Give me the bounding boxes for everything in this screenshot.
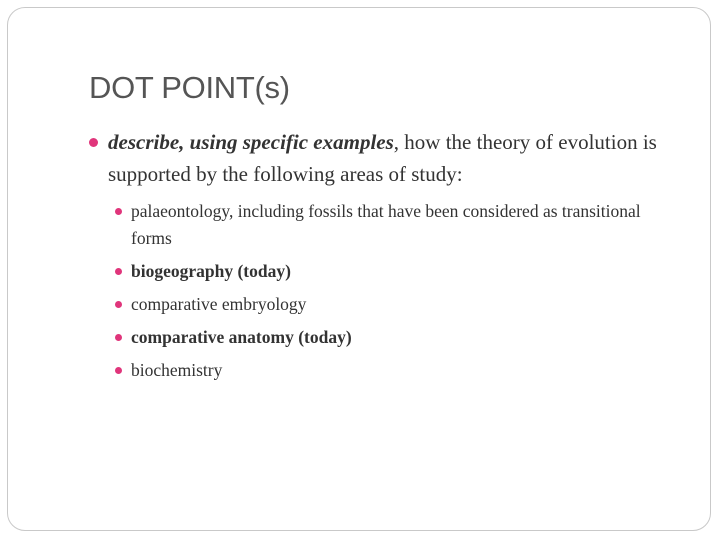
sub-point-label: comparative embryology — [131, 294, 307, 314]
bullet-list-level-2 — [108, 198, 673, 384]
bullet-dot-icon — [115, 301, 122, 308]
main-point — [88, 126, 673, 384]
bullet-list-level-1 — [88, 126, 673, 384]
bullet-dot-icon — [115, 268, 122, 275]
slide-title: DOT POINT(s) — [89, 70, 290, 105]
sub-point-biochemistry — [108, 357, 673, 384]
main-point-emphasis: describe, using specific examples — [108, 130, 394, 154]
bullet-dot-icon — [115, 367, 122, 374]
sub-point-comparative-anatomy — [108, 324, 673, 351]
sub-point-label: biochemistry — [131, 360, 223, 380]
sub-point-comparative-embryology — [108, 291, 673, 318]
sub-point-label: palaeontology, including fossils that have been considered as transitional forms — [131, 201, 641, 248]
bullet-dot-icon — [89, 138, 98, 147]
slide-content — [88, 126, 673, 390]
main-point-text: , how the theory of evolution is supported by the following areas of study: — [108, 130, 657, 186]
sub-point-biogeography — [108, 258, 673, 285]
bullet-dot-icon — [115, 208, 122, 215]
sub-point-palaeontology — [108, 198, 673, 252]
bullet-dot-icon — [115, 334, 122, 341]
sub-point-label: comparative anatomy (today) — [131, 327, 352, 347]
slide-frame — [7, 7, 711, 531]
sub-point-label: biogeography (today) — [131, 261, 291, 281]
